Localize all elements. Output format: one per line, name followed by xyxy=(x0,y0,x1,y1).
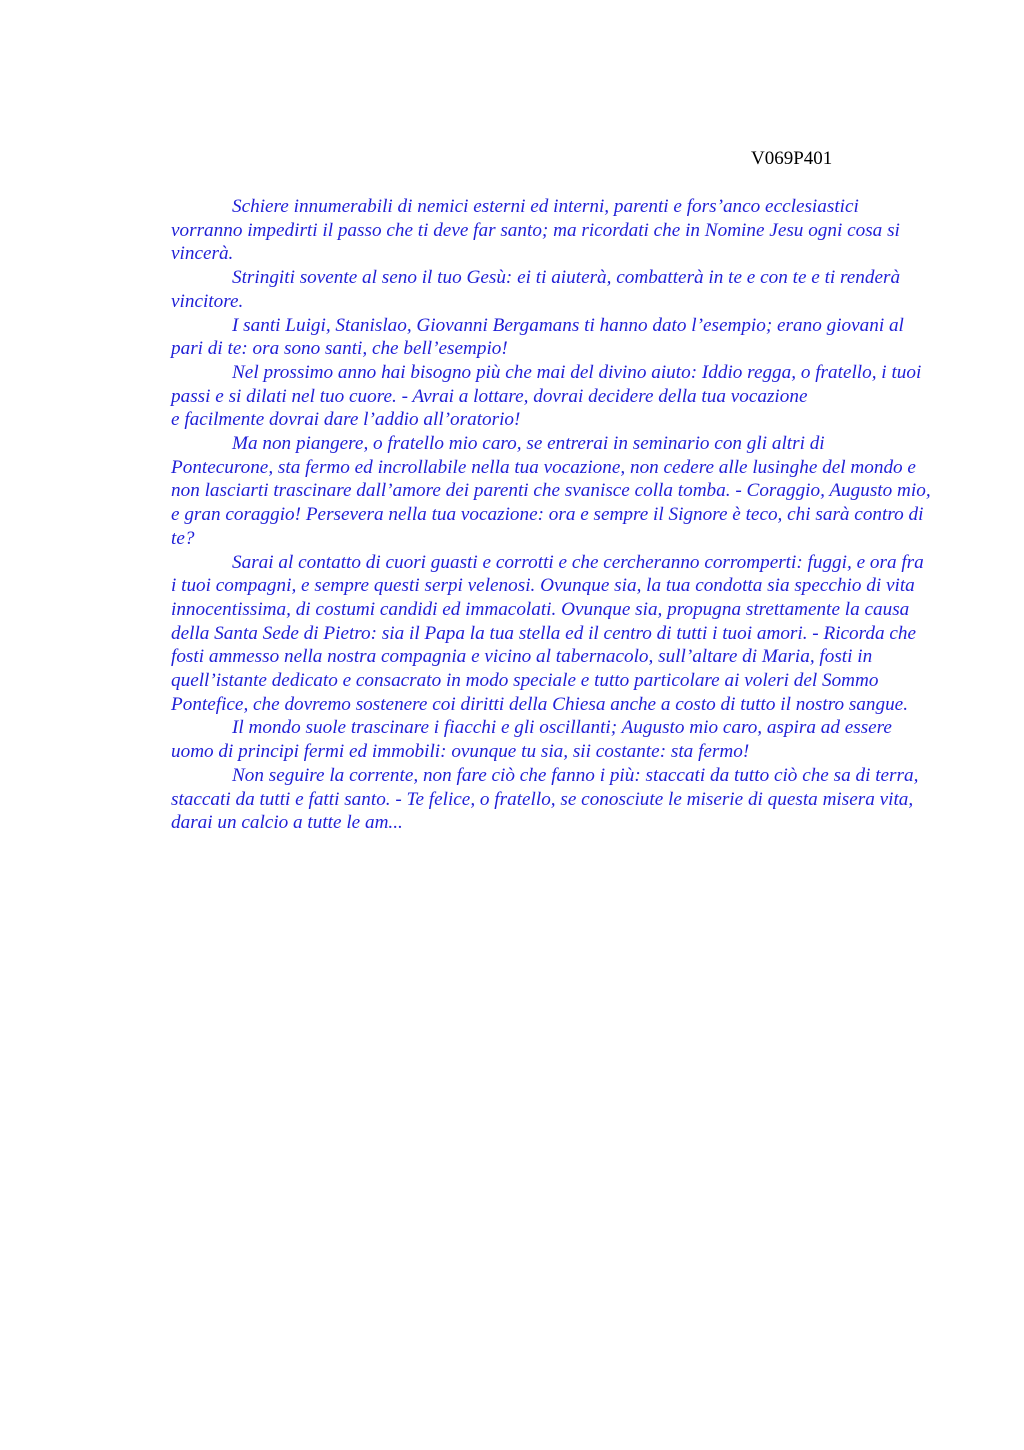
paragraph-5: e facilmente dovrai dare l’addio all’oratorio! xyxy=(171,409,521,431)
document-body xyxy=(171,195,931,835)
page-code: V069P401 xyxy=(751,148,833,169)
paragraph-2: Stringiti sovente al seno il tuo Gesù: ei ti aiuterà, combatterà in te e con te e ti renderà vincitore. xyxy=(171,267,901,312)
paragraph-8: Il mondo suole trascinare i fiacchi e gli oscillanti; Augusto mio caro, aspira ad essere uomo di principi fermi ed immobili: ovunque tu sia, sii costante: sta fermo! xyxy=(171,717,892,763)
paragraph-7: Sarai al contatto di cuori guasti e corrotti e che cercheranno corromperti: fuggi, e ora fra i tuoi compagni, e sempre questi serpi velenosi. Ovunque sia, la tua condotta sia specchio di vita innocentissima, di costumi candidi ed immacolati. Ovunque sia, propugna strettamente la causa della Santa Sede di Pietro: sia il Papa la tua stella ed il centro di tutti i tuoi amori. - Ricorda che fosti ammesso nella nostra compagnia e vicino al tabernacolo, sull’altare di Maria, fosti in quell’istante dedicato e consacrato in modo speciale e tutto particolare ai voleri del Sommo Pontefice, che dovremo sostenere coi diritti della Chiesa anche a costo di tutto il nostro sangue. xyxy=(171,551,924,715)
paragraph-9: Non seguire la corrente, non fare ciò che fanno i più: staccati da tutto ciò che sa di terra, staccati da tutti e fatti santo. - Te felice, o fratello, se conosciute le miserie di questa misera vita, darai un calcio a tutte le am... xyxy=(171,764,919,834)
paragraph-3: I santi Luigi, Stanislao, Giovanni Bergamans ti hanno dato l’esempio; erano giovani al pari di te: ora sono santi, che bell’esempio! xyxy=(171,314,904,360)
paragraph-6: Ma non piangere, o fratello mio caro, se entrerai in seminario con gli altri di Pontecurone, sta fermo ed incrollabile nella tua vocazione, non cedere alle lusinghe del mondo e non lasciarti trascinare dall’amore dei parenti che svanisce colla tomba. - Coraggio, Augusto mio, e gran coraggio! Persevera nella tua vocazione: ora e sempre il Signore è teco, chi sarà contro di te? xyxy=(171,433,931,549)
paragraph-1: Schiere innumerabili di nemici esterni ed interni, parenti e fors’anco ecclesiastici vorranno impedirti il passo che ti deve far santo; ma ricordati che in Nomine Jesu ogni cosa si vincerà. xyxy=(171,196,900,265)
paragraph-4: Nel prossimo anno hai bisogno più che mai del divino aiuto: Iddio regga, o fratello, i tuoi passi e si dilati nel tuo cuore. - Avrai a lottare, dovrai decidere della tua vocazione xyxy=(171,361,922,407)
